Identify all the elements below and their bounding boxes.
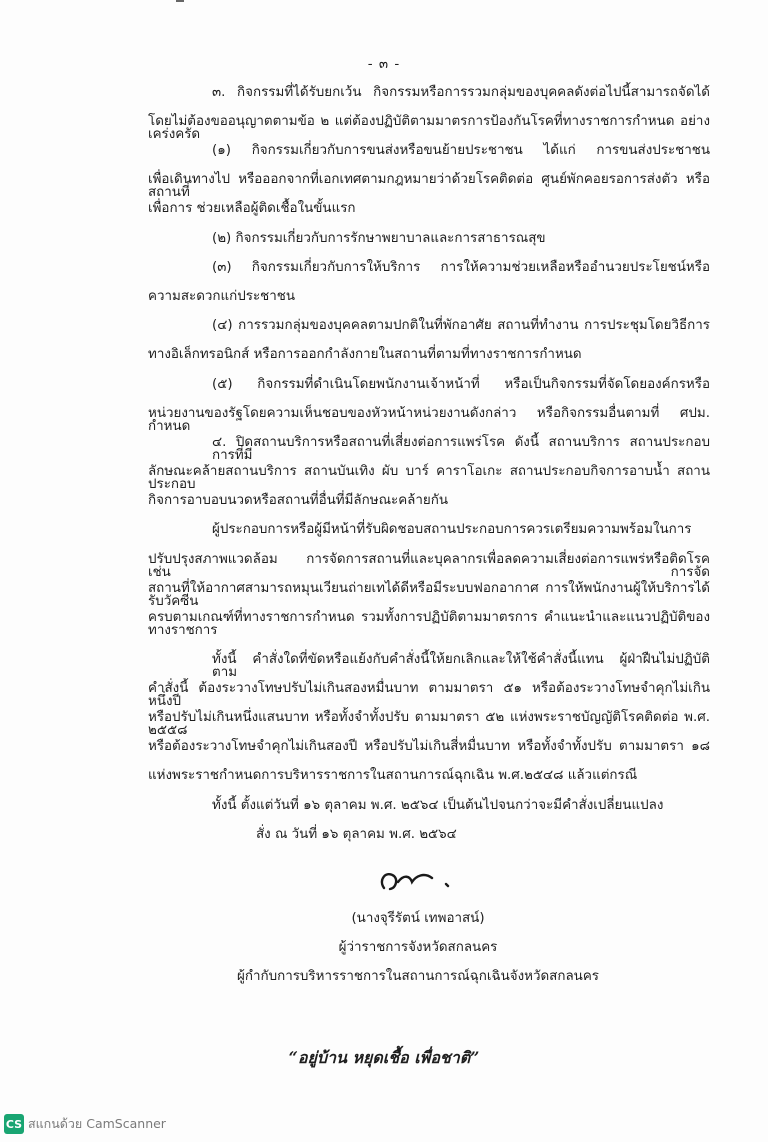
clause-4-line-2: ลักษณะคล้ายสถานบริการ สถานบันเทิง ผับ บาร์ คาราโอเกะ สถานประกอบกิจการอาบน้ำ สถานประกอบ [148,464,710,493]
item-3-line-2: ความสะดวกแก่ประชาชน [148,289,295,304]
clause-3-line-2: โดยไม่ต้องขออนุญาตตามข้อ ๒ แต่ต้องปฏิบัติตามมาตรการป้องกันโรคที่ทางราชการกำหนด อย่างเคร่งครัด [148,114,710,143]
item-4-line-1: (๔) การรวมกลุ่มของบุคคลตามปกติในที่พักอาศัย สถานที่ทำงาน การประชุมโดยวิธีการ [212,318,710,333]
clause-3-line-1: ๓. กิจกรรมที่ได้รับยกเว้น กิจกรรมหรือการรวมกลุ่มของบุคคลดังต่อไปนี้สามารถจัดได้ [212,85,710,100]
clause-4-line-3: กิจการอาบอบนวดหรือสถานที่อื่นที่มีลักษณะคล้ายกัน [148,493,448,508]
item-5-line-2: หน่วยงานของรัฐโดยความเห็นชอบของหัวหน้าหน่วยงานดังกล่าว หรือกิจกรรมอื่นตามที่ ศปม. กำหนด [148,406,710,435]
effective-date: ทั้งนี้ ตั้งแต่วันที่ ๑๖ ตุลาคม พ.ศ. ๒๕๖๔ เป็นต้นไปจนกว่าจะมีคำสั่งเปลี่ยนแปลง [212,798,664,813]
operators-line-3: สถานที่ให้อากาศสามารถหมุนเวียนถ่ายเทได้ดีหรือมีระบบฟอกอากาศ การให้พนักงานผู้ให้บริการได้รับวัคซีน [148,581,710,610]
item-2-line-1: (๒) กิจกรรมเกี่ยวกับการรักษาพยาบาลและการสาธารณสุข [212,231,546,246]
scan-artifact [176,0,184,8]
penalty-line-4: หรือต้องระวางโทษจำคุกไม่เกินสองปี หรือปรับไม่เกินสี่หมื่นบาท หรือทั้งจำทั้งปรับ ตามมาตรา ๑๘ [148,739,710,754]
page-number: - ๓ - [367,56,401,72]
handwritten-signature [370,862,480,898]
penalty-line-1: ทั้งนี้ คำสั่งใดที่ขัดหรือแย้งกับคำสั่งนี้ให้ยกเลิกและให้ใช้คำสั่งนี้แทน ผู้ฝ่าฝืนไม่ปฏิบัติตาม [212,652,710,681]
camscanner-watermark [4,1113,166,1135]
item-3-line-1: (๓) กิจกรรมเกี่ยวกับการให้บริการ การให้ความช่วยเหลือหรืออำนวยประโยชน์หรือ [212,260,710,275]
item-1-line-2: เพื่อเดินทางไป หรือออกจากที่เอกเทศตามกฎหมายว่าด้วยโรคติดต่อ ศูนย์พักคอยรอการส่งตัว หรือสถานที่ [148,172,710,201]
penalty-line-5: แห่งพระราชกำหนดการบริหารราชการในสถานการณ์ฉุกเฉิน พ.ศ.๒๕๔๘ แล้วแต่กรณี [148,768,638,783]
item-1-line-3: เพื่อการ ช่วยเหลือผู้ติดเชื้อในขั้นแรก [148,201,356,216]
order-date: สั่ง ณ วันที่ ๑๖ ตุลาคม พ.ศ. ๒๕๖๔ [256,827,457,842]
operators-line-1: ผู้ประกอบการหรือผู้มีหน้าที่รับผิดชอบสถานประกอบการควรเตรียมความพร้อมในการ [212,522,692,537]
operators-line-4: ครบตามเกณฑ์ที่ทางราชการกำหนด รวมทั้งการปฏิบัติตามมาตรการ คำแนะนำและแนวปฏิบัติของทางราชการ [148,610,710,639]
clause-4-line-1: ๔. ปิดสถานบริการหรือสถานที่เสี่ยงต่อการแพร่โรค ดังนี้ สถานบริการ สถานประกอบการที่มี [212,435,710,464]
camscanner-icon [4,1114,24,1134]
signatory-name: (นางจุรีรัตน์ เทพอาสน์) [351,911,485,926]
watermark-text: สแกนด้วย CamScanner [28,1116,166,1131]
camscanner-icon-text: CS [5,1117,23,1131]
item-4-line-2: ทางอิเล็กทรอนิกส์ หรือการออกกำลังกายในสถานที่ตามที่ทางราชการกำหนด [148,347,582,362]
item-5-line-1: (๕) กิจกรรมที่ดำเนินโดยพนักงานเจ้าหน้าที่ หรือเป็นกิจกรรมที่จัดโดยองค์กรหรือ [212,377,710,392]
penalty-line-3: หรือปรับไม่เกินหนึ่งแสนบาท หรือทั้งจำทั้งปรับ ตามมาตรา ๕๒ แห่งพระราชบัญญัติโรคติดต่อ พ.ศ. ๒๕๕๘ [148,710,710,739]
item-1-line-1: (๑) กิจกรรมเกี่ยวกับการขนส่งหรือขนย้ายประชาชน ได้แก่ การขนส่งประชาชน [212,143,710,158]
signatory-position: ผู้ว่าราชการจังหวัดสกลนคร [338,940,498,955]
slogan: “อยู่บ้าน หยุดเชื้อ เพื่อชาติ” [288,1048,480,1067]
signatory-role: ผู้กำกับการบริหารราชการในสถานการณ์ฉุกเฉินจังหวัดสกลนคร [237,969,599,984]
operators-line-2: ปรับปรุงสภาพแวดล้อม การจัดการสถานที่และบุคลากรเพื่อลดความเสี่ยงต่อการแพร่หรือติดโรค เช่น การจัด [148,552,710,581]
penalty-line-2: คำสั่งนี้ ต้องระวางโทษปรับไม่เกินสองหมื่นบาท ตามมาตรา ๕๑ หรือต้องระวางโทษจำคุกไม่เกินหนึ่งปี [148,681,710,710]
